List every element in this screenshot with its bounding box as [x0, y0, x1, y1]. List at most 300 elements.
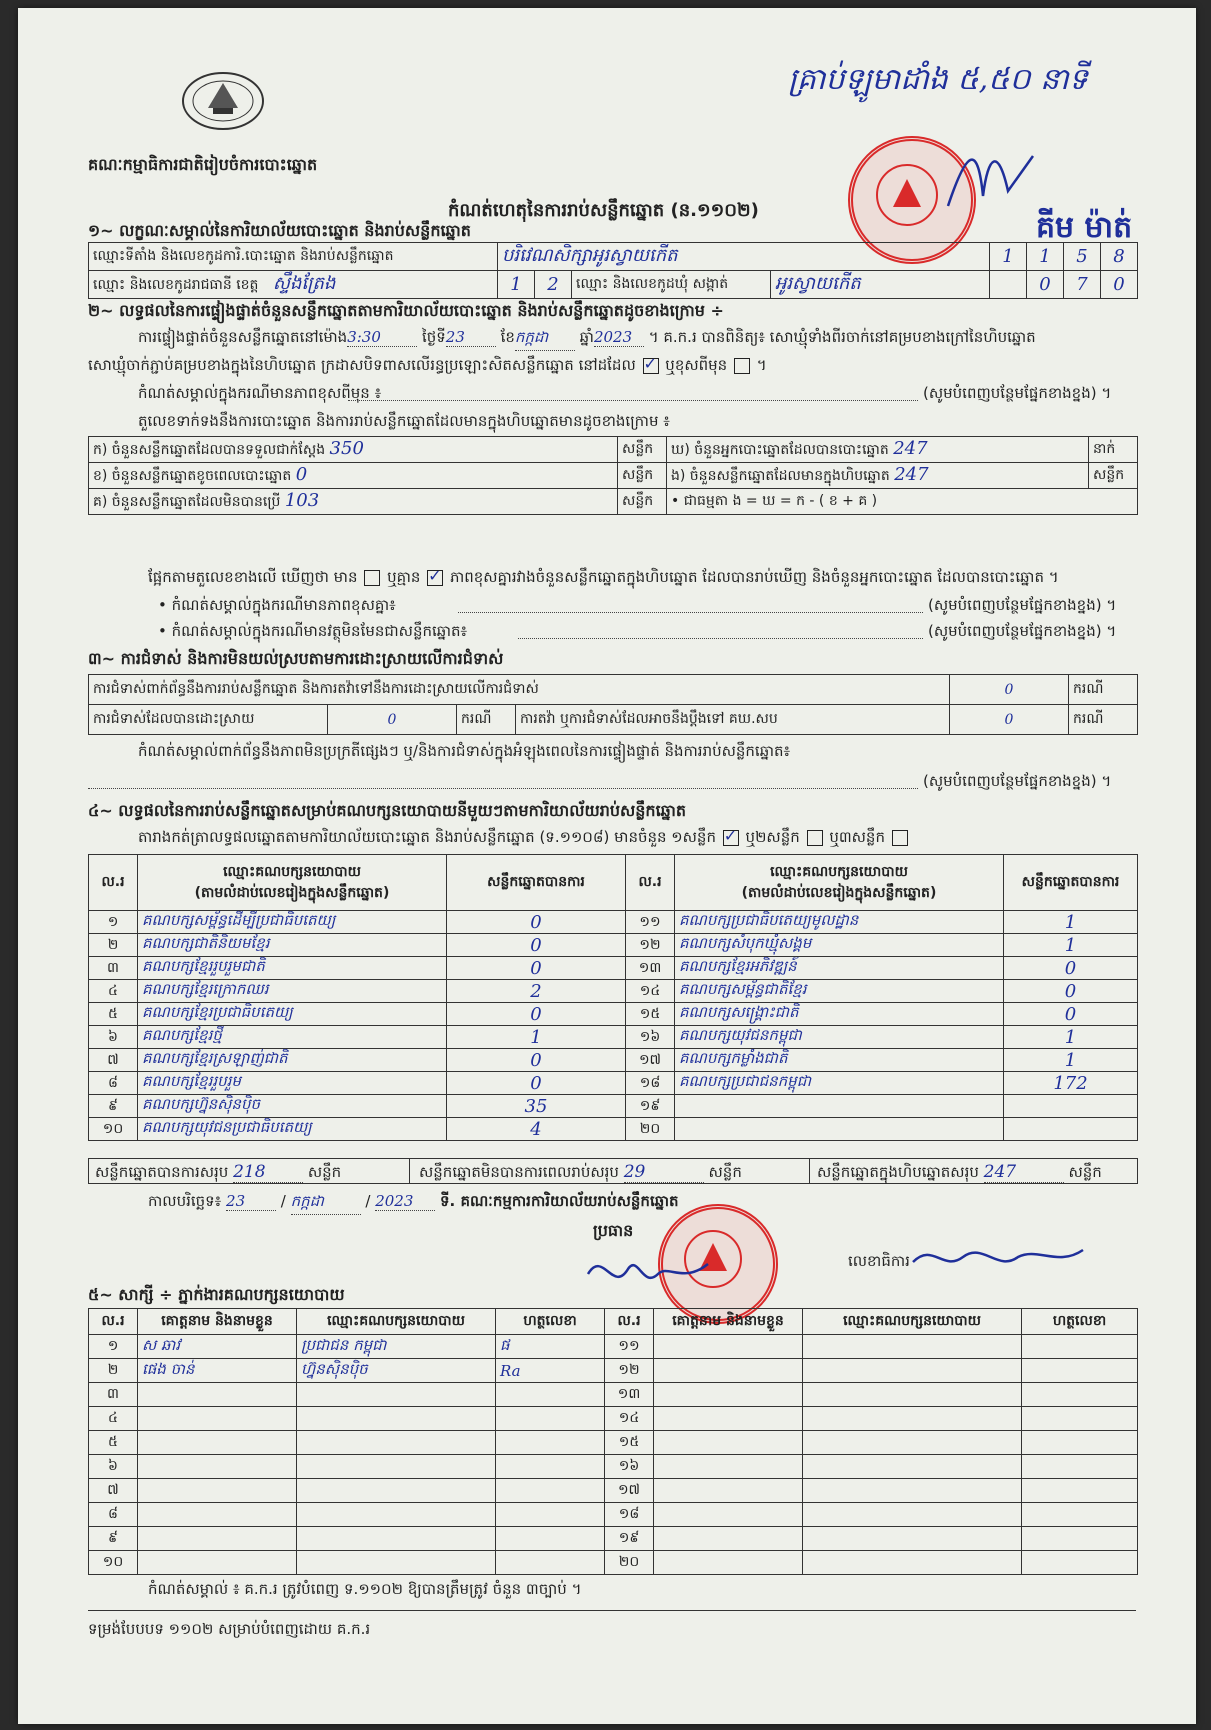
- witness-signature: [1022, 1335, 1138, 1359]
- col-no: ល.រ: [89, 1309, 138, 1335]
- witness-row: [89, 1455, 1138, 1479]
- witness-row: [89, 1503, 1138, 1527]
- verification-time: 3:30: [347, 328, 417, 347]
- result-party: គណបក្សខ្មែរស្រឡាញ់ជាតិ: [138, 1049, 447, 1072]
- result-no: ១៨: [626, 1072, 675, 1095]
- result-votes: 172: [1004, 1072, 1138, 1095]
- witness-party: [803, 1407, 1022, 1431]
- footer-form-ref: ទម្រង់បែបបទ ១១០២ សម្រាប់បំពេញដោយ គ.ក.រ: [88, 1620, 371, 1638]
- witness-party: [297, 1551, 496, 1575]
- results-row: [89, 1072, 1138, 1095]
- witness-signature: [496, 1407, 605, 1431]
- received-ballots-row: [89, 437, 618, 463]
- col-no: ល.រ: [626, 855, 675, 911]
- location-value: បរិវេណសិក្សាអូរស្វាយកើត: [498, 243, 990, 271]
- section1-table: [88, 242, 1138, 299]
- total-valid: [95, 1162, 341, 1185]
- witness-no: ៩: [89, 1527, 138, 1551]
- result-votes: 1: [1004, 934, 1138, 957]
- province-label: [89, 271, 498, 299]
- witness-party: [297, 1527, 496, 1551]
- two-sheets-label: ឬ២សន្លឹក: [745, 828, 800, 846]
- witness-no: ១៣: [605, 1383, 654, 1407]
- commune-code-digit: 0: [1101, 271, 1138, 299]
- witness-name: [654, 1455, 803, 1479]
- witness-name: ផេង ចាន់: [138, 1359, 297, 1383]
- unit: សន្លឹក: [1089, 463, 1138, 489]
- three-sheets-checkbox[interactable]: [892, 830, 908, 846]
- section3-title: ៣~ ការជំទាស់ និងការមិនយល់ស្របតាមការដោះស្រាយលើការជំទាស់: [88, 649, 504, 668]
- changed-label: ឬខុសពីមុន: [665, 356, 728, 374]
- unit: សន្លឹក: [1068, 1163, 1102, 1181]
- result-party: គណបក្សខ្មែរអភិវឌ្ឍន៍: [675, 957, 1004, 980]
- witness-party: [803, 1383, 1022, 1407]
- witness-no: ៤: [89, 1407, 138, 1431]
- totals-row: [88, 1158, 1138, 1184]
- col-party-sub: (តាមលំដាប់លេខរៀងក្នុងសន្លឹកឆ្នោត): [741, 884, 937, 901]
- total-box: [817, 1162, 1102, 1185]
- witness-party: [803, 1551, 1022, 1575]
- witness-party: [803, 1359, 1022, 1383]
- witness-no: ១០: [89, 1551, 138, 1575]
- result-votes: 4: [447, 1118, 626, 1141]
- unchanged-checkbox[interactable]: [643, 358, 659, 374]
- result-no: ១៣: [626, 957, 675, 980]
- total-valid-value: 218: [233, 1162, 303, 1183]
- witness-no: ២០: [605, 1551, 654, 1575]
- irregularities-note: កំណត់សម្គាល់ពាក់ព័ន្ធនឹងភាពមិនប្រក្រតីផ្សេងៗ ឬ/និងការជំទាស់ក្នុងអំឡុងពេលនៃការផ្ទៀងផ្ទាត់ និងការរាប់សន្លឹកឆ្នោត៖: [138, 742, 791, 760]
- secretary-signature: [908, 1232, 1088, 1282]
- witness-no: ១៤: [605, 1407, 654, 1431]
- fill-more-note: (សូមបំពេញបន្ថែមផ្នែកខាងខ្នង) ។: [928, 596, 1117, 614]
- commune-code-digit: 0: [1027, 271, 1064, 299]
- figures-table: [88, 436, 1138, 515]
- spoiled-ballots-value: 0: [295, 464, 308, 485]
- result-party: គណបក្សយុវជនកម្ពុជា: [675, 1026, 1004, 1049]
- date-label: កាលបរិច្ឆេទ៖: [148, 1192, 222, 1210]
- discrepancy-yes-checkbox[interactable]: [364, 570, 380, 586]
- form-sheet: [18, 8, 1196, 1724]
- result-party: គណបក្សហ្វ៊ុនស៊ិនប៉ិច: [138, 1095, 447, 1118]
- witness-party: [803, 1335, 1022, 1359]
- witness-signature: Ra: [496, 1359, 605, 1383]
- result-no: ១៥: [626, 1003, 675, 1026]
- result-no: ៧: [89, 1049, 138, 1072]
- col-votes: សន្លឹកឆ្នោតបានការ: [447, 855, 626, 911]
- witness-name: [138, 1551, 297, 1575]
- result-party: គណបក្សខ្មែរប្រជាធិបតេយ្យ: [138, 1003, 447, 1026]
- witness-no: ៥: [89, 1431, 138, 1455]
- results-row: [89, 1095, 1138, 1118]
- verification-day: 23: [446, 328, 496, 347]
- witness-name: [138, 1479, 297, 1503]
- witness-name: [654, 1551, 803, 1575]
- discrepancy-no-label: ឬគ្មាន: [387, 568, 421, 586]
- result-votes: 1: [1004, 1026, 1138, 1049]
- result-party: [675, 1118, 1004, 1141]
- witness-party: [297, 1503, 496, 1527]
- witness-name: [654, 1335, 803, 1359]
- case-unit: ករណី: [457, 705, 516, 735]
- date-day: 23: [226, 1192, 276, 1211]
- witness-signature: [1022, 1431, 1138, 1455]
- result-party: គណបក្សខ្មែរថ្មី: [138, 1026, 447, 1049]
- witness-signature: [1022, 1551, 1138, 1575]
- voters-value: 247: [893, 438, 928, 459]
- bullet-foreign-object: • កំណត់សម្គាល់ក្នុងករណីមានវត្ថុមិនមែនជាសន្លឹកឆ្នោត៖: [158, 622, 468, 640]
- result-votes: 0: [447, 911, 626, 934]
- difference-note-line: [348, 400, 918, 401]
- bullet-difference: • កំណត់សម្គាល់ក្នុងករណីមានភាពខុសគ្នា៖: [158, 596, 396, 614]
- verification-year: 2023: [594, 328, 644, 347]
- two-sheets-checkbox[interactable]: [807, 830, 823, 846]
- result-party: គណបក្សប្រជាជនកម្ពុជា: [675, 1072, 1004, 1095]
- verification-line-1: [138, 328, 1036, 351]
- witness-no: ១៩: [605, 1527, 654, 1551]
- unit: សន្លឹក: [618, 463, 667, 489]
- witness-signature: [496, 1383, 605, 1407]
- witness-signature: [1022, 1503, 1138, 1527]
- witness-name: [138, 1455, 297, 1479]
- witness-name: [138, 1527, 297, 1551]
- complaints-value: 0: [950, 675, 1069, 705]
- results-row: [89, 980, 1138, 1003]
- witness-name: [138, 1431, 297, 1455]
- box-ballots-value: 247: [894, 464, 929, 485]
- witness-signature: [1022, 1407, 1138, 1431]
- result-votes: 0: [1004, 957, 1138, 980]
- col-name: គោត្តនាម និងនាមខ្លួន: [138, 1309, 297, 1335]
- witness-table: [88, 1308, 1138, 1575]
- col-no: ល.រ: [89, 855, 138, 911]
- result-party: គណបក្សកម្លាំងជាតិ: [675, 1049, 1004, 1072]
- witness-signature: [1022, 1383, 1138, 1407]
- fill-more-note: (សូមបំពេញបន្ថែមផ្នែកខាងខ្នង) ។: [923, 772, 1112, 790]
- spoiled-ballots-row: [89, 463, 618, 489]
- result-votes: 0: [447, 934, 626, 957]
- line-end: ។: [756, 356, 767, 374]
- witness-signature: [1022, 1479, 1138, 1503]
- witness-signature: ផ: [496, 1335, 605, 1359]
- result-votes: 0: [447, 957, 626, 980]
- results-row: [89, 934, 1138, 957]
- witness-signature: [496, 1455, 605, 1479]
- result-votes: 2: [447, 980, 626, 1003]
- verification-month: កក្កដា: [515, 328, 575, 351]
- result-party: គណបក្សប្រជាធិបតេយ្យមូលដ្ឋាន: [675, 911, 1004, 934]
- resolved-value: 0: [328, 705, 457, 735]
- location-code-digit: 1: [990, 243, 1027, 271]
- committee-signature-title: ទី. គណៈកម្មការការិយាល័យរាប់សន្លឹកឆ្នោត: [440, 1192, 679, 1210]
- verification-day-label: ថ្ងៃទី: [421, 328, 446, 346]
- witness-no: ៣: [89, 1383, 138, 1407]
- box-ballots-row: [667, 463, 1089, 489]
- witness-no: ៨: [89, 1503, 138, 1527]
- witness-name: [654, 1359, 803, 1383]
- witness-signature: [496, 1551, 605, 1575]
- witness-name: [654, 1407, 803, 1431]
- chair-signature: [583, 1244, 713, 1304]
- result-party: គណបក្សខ្មែររួបរួមជាតិ: [138, 957, 447, 980]
- witness-name: [654, 1431, 803, 1455]
- witness-party: ហ្វ៊ុនស៊ិនប៉ិច: [297, 1359, 496, 1383]
- result-party: គណបក្សសម្ព័ន្ធដើម្បីប្រជាធិបតេយ្យ: [138, 911, 447, 934]
- total-invalid-value: 29: [624, 1162, 704, 1183]
- result-party: គណបក្សខ្មែររួបរួម: [138, 1072, 447, 1095]
- result-no: ១៦: [626, 1026, 675, 1049]
- complaints-table: [88, 674, 1138, 735]
- result-no: ៨: [89, 1072, 138, 1095]
- witness-signature: [1022, 1527, 1138, 1551]
- witness-row: [89, 1431, 1138, 1455]
- result-no: ២០: [626, 1118, 675, 1141]
- section4-title: ៤~ លទ្ធផលនៃការរាប់សន្លឹកឆ្នោតសម្រាប់គណបក្សនយោបាយនីមួយៗតាមការិយាល័យរាប់សន្លឹកឆ្នោត: [88, 801, 687, 820]
- witness-row: [89, 1407, 1138, 1431]
- results-row: [89, 1049, 1138, 1072]
- witness-signature: [496, 1527, 605, 1551]
- three-sheets-label: ឬ៣សន្លឹក: [829, 828, 885, 846]
- results-row: [89, 1026, 1138, 1049]
- province-value: ស្ទឹងត្រែង: [272, 273, 336, 294]
- results-row: [89, 1003, 1138, 1026]
- result-party: គណបក្សខ្មែរក្រោកឈរ: [138, 980, 447, 1003]
- result-party: គណបក្សជាតិនិយមខ្មែរ: [138, 934, 447, 957]
- result-party: គណបក្សសង្គ្រោះជាតិ: [675, 1003, 1004, 1026]
- result-votes: 0: [1004, 980, 1138, 1003]
- footer-note: កំណត់សម្គាល់ ៖ គ.ក.រ ត្រូវបំពេញ ទ.១១០២ ឱ្យបានត្រឹមត្រូវ ចំនួន ៣ច្បាប់ ។: [148, 1580, 582, 1598]
- witness-party: [803, 1455, 1022, 1479]
- result-no: ១: [89, 911, 138, 934]
- bullet-foreign-line: [518, 638, 923, 639]
- total-box-value: 247: [984, 1162, 1064, 1183]
- witness-name: [654, 1503, 803, 1527]
- witness-row: [89, 1383, 1138, 1407]
- witness-party: [297, 1455, 496, 1479]
- signer-name: គីម ម៉ាត់: [1036, 210, 1133, 245]
- col-party: [675, 855, 1004, 911]
- witness-no: ១៦: [605, 1455, 654, 1479]
- unit: សន្លឹក: [307, 1163, 342, 1181]
- witness-party: ប្រជាជន កម្ពុជា: [297, 1335, 496, 1359]
- witness-signature: [496, 1503, 605, 1527]
- result-party: គណបក្សសម្ព័ន្ធជាតិខ្មែរ: [675, 980, 1004, 1003]
- result-votes: 0: [1004, 1003, 1138, 1026]
- witness-party: [297, 1383, 496, 1407]
- witness-row: [89, 1335, 1138, 1359]
- verification-month-label: ខែ: [500, 328, 515, 346]
- location-code-digit: 5: [1064, 243, 1101, 271]
- bullet-difference-line: [458, 612, 923, 613]
- unit: សន្លឹក: [618, 437, 667, 463]
- total-valid-label: សន្លឹកឆ្នោតបានការសរុប: [95, 1163, 229, 1181]
- verification-time-label: ការផ្ទៀងផ្ទាត់ចំនួនសន្លឹកឆ្នោតនៅម៉ោង: [138, 328, 348, 346]
- discrepancy-line: [148, 568, 1059, 590]
- witness-name: [138, 1503, 297, 1527]
- witness-signature: [1022, 1359, 1138, 1383]
- received-ballots-label: ក) ចំនួនសន្លឹកឆ្នោតដែលបានទទួលជាក់ស្តែង: [93, 442, 326, 458]
- result-no: ៣: [89, 957, 138, 980]
- box-ballots-label: ង) ចំនួនសន្លឹកឆ្នោតដែលមានក្នុងហិបឆ្នោត: [671, 468, 890, 484]
- col-name: គោត្តនាម និងនាមខ្លួន: [654, 1309, 803, 1335]
- committee-name: គណៈកម្មាធិការជាតិរៀបចំការបោះឆ្នោត: [88, 155, 318, 174]
- case-unit: ករណី: [1069, 675, 1138, 705]
- col-party-title: ឈ្មោះគណបក្សនយោបាយ: [770, 863, 908, 880]
- result-no: ១៤: [626, 980, 675, 1003]
- result-no: ៦: [89, 1026, 138, 1049]
- witness-party: [803, 1431, 1022, 1455]
- commune-code-digit: 7: [1064, 271, 1101, 299]
- appeal-value: 0: [950, 705, 1069, 735]
- col-party: [138, 855, 447, 911]
- received-ballots-value: 350: [329, 438, 364, 459]
- unused-ballots-row: [89, 489, 618, 515]
- fill-more-note: (សូមបំពេញបន្ថែមផ្នែកខាងខ្នង) ។: [928, 622, 1117, 640]
- witness-no: ៧: [89, 1479, 138, 1503]
- changed-checkbox[interactable]: [734, 358, 750, 374]
- witness-party: [297, 1431, 496, 1455]
- date-line: កាលបរិច្ឆេទ៖ 23 / កក្កដា / 2023 ទី. គណៈកម្មការការិយាល័យរាប់សន្លឹកឆ្នោត: [148, 1192, 679, 1215]
- witness-row: [89, 1479, 1138, 1503]
- results-table: [88, 854, 1138, 1141]
- result-party: [675, 1095, 1004, 1118]
- figures-intro: តួលេខទាក់ទងនឹងការបោះឆ្នោត និងការរាប់សន្លឹកឆ្នោតដែលមានក្នុងហិបឆ្នោតមានដូចខាងក្រោម ៖: [138, 412, 670, 430]
- unit: នាក់: [1089, 437, 1138, 463]
- witness-party: [803, 1479, 1022, 1503]
- appeal-label: ការតវ៉ា ឬការជំទាស់ដែលអាចនឹងប្តឹងទៅ គឃ.សប: [516, 705, 950, 735]
- handwritten-top-note: គ្រាប់ឡូមាដាំង ៥,៥០ នាទី: [788, 62, 1088, 97]
- province-code-digit: 1: [498, 271, 535, 299]
- witness-row: [89, 1359, 1138, 1383]
- result-no: ៩: [89, 1095, 138, 1118]
- committee-emblem-icon: [178, 68, 268, 134]
- formula: • ជាធម្មតា ង = ឃ = ក - ( ខ + គ ): [667, 489, 1138, 515]
- result-no: ១២: [626, 934, 675, 957]
- witness-name: [654, 1527, 803, 1551]
- form-title: កំណត់ហេតុនៃការរាប់សន្លឹកឆ្នោត (ន.១១០២): [448, 200, 759, 221]
- witness-name: ស ឆាវ: [138, 1335, 297, 1359]
- fill-more-note: (សូមបំពេញបន្ថែមផ្នែកខាងខ្នង) ។: [923, 384, 1112, 402]
- result-no: ៥: [89, 1003, 138, 1026]
- irregularities-line: [88, 788, 918, 789]
- witness-no: ១៧: [605, 1479, 654, 1503]
- witness-party: [803, 1503, 1022, 1527]
- results-row: [89, 957, 1138, 980]
- result-party: គណបក្សយុវជនប្រជាធិបតេយ្យ: [138, 1118, 447, 1141]
- result-votes: 1: [447, 1026, 626, 1049]
- witness-no: ១១: [605, 1335, 654, 1359]
- witness-row: [89, 1551, 1138, 1575]
- chair-signature-top: [938, 136, 1038, 226]
- footer-divider: [88, 1610, 1136, 1611]
- unit: សន្លឹក: [618, 489, 667, 515]
- commune-label: ឈ្មោះ និងលេខកូដឃុំ សង្កាត់: [572, 271, 771, 299]
- spoiled-ballots-label: ខ) ចំនួនសន្លឹកឆ្នោតខូចពេលបោះឆ្នោត: [93, 468, 292, 484]
- location-code-digit: 8: [1101, 243, 1138, 271]
- result-votes: 1: [1004, 1049, 1138, 1072]
- verification-year-label: ឆ្នាំ: [579, 328, 594, 346]
- total-invalid-label: សន្លឹកឆ្នោតមិនបានការពេលរាប់សរុប: [419, 1163, 619, 1181]
- witness-row: [89, 1527, 1138, 1551]
- secretary-label: លេខាធិការ: [848, 1252, 910, 1270]
- witness-party: [297, 1479, 496, 1503]
- results-row: [89, 1118, 1138, 1141]
- discrepancy-text: ភាពខុសគ្នារវាងចំនួនសន្លឹកឆ្នោតក្នុងហិបឆ្នោត ដែលបានរាប់ឃើញ និងចំនួនអ្នកបោះឆ្នោត ដែលបានបោះឆ្នោត ។: [449, 568, 1059, 586]
- witness-no: ៦: [89, 1455, 138, 1479]
- verification-line-2: [88, 356, 767, 378]
- date-month: កក្កដា: [291, 1192, 361, 1215]
- witness-no: ១៨: [605, 1503, 654, 1527]
- result-party: គណបក្សសំបុកឃ្មុំសង្គម: [675, 934, 1004, 957]
- col-party-title: ឈ្មោះគណបក្សនយោបាយ: [223, 863, 361, 880]
- witness-name: [654, 1479, 803, 1503]
- col-party-sub: (តាមលំដាប់លេខរៀងក្នុងសន្លឹកឆ្នោត): [194, 884, 390, 901]
- result-votes: [1004, 1095, 1138, 1118]
- result-votes: 35: [447, 1095, 626, 1118]
- witness-no: ១៥: [605, 1431, 654, 1455]
- unused-ballots-label: គ) ចំនួនសន្លឹកឆ្នោតដែលមិនបានប្រើ: [93, 494, 281, 510]
- commune-value: អូរស្វាយកើត: [771, 271, 990, 299]
- total-invalid: [419, 1162, 742, 1185]
- complaints-label: ការជំទាស់ពាក់ព័ន្ធនឹងការរាប់សន្លឹកឆ្នោត និងការតវ៉ាទៅនឹងការដោះស្រាយលើការជំទាស់: [89, 675, 950, 705]
- tally-sheets-text: តារាងកត់ត្រាលទ្ធផលឆ្នោតតាមការិយាល័យបោះឆ្នោត និងរាប់សន្លឹកឆ្នោត (ទ.១១០៨) មានចំនួន ១សន្លឹក: [138, 828, 716, 846]
- seal-status-text: សោឃ្មុំចាក់ភ្ជាប់គម្របខាងក្នុងនៃហិបឆ្នោត ក្រដាសបិទពាសលើរន្ធប្រឡោះសិតសន្លឹកឆ្នោត នៅដដែល: [88, 356, 636, 374]
- col-sign: ហត្ថលេខា: [1022, 1309, 1138, 1335]
- province-label-text: ឈ្មោះ និងលេខកូដរាជធានី ខេត្ត: [93, 277, 259, 293]
- section5-title: ៥~ សាក្សី ÷ ភ្នាក់ងារគណបក្សនយោបាយ: [88, 1285, 345, 1304]
- section2-title: ២~ លទ្ធផលនៃការផ្ទៀងផ្ទាត់ចំនួនសន្លឹកឆ្នោតតាមការិយាល័យបោះឆ្នោត និងរាប់សន្លឹកឆ្នោតដូចខាងក្រោម ÷: [88, 301, 724, 320]
- witness-signature: [496, 1479, 605, 1503]
- section1-title: ១~ លក្ខណៈសម្គាល់នៃការិយាល័យបោះឆ្នោត និងរាប់សន្លឹកឆ្នោត: [88, 221, 471, 240]
- witness-party: [803, 1527, 1022, 1551]
- chair-label: ប្រធាន: [593, 1221, 634, 1240]
- witness-no: ១: [89, 1335, 138, 1359]
- location-label: ឈ្មោះទីតាំង និងលេខកូដការិ.បោះឆ្នោត និងរាប់សន្លឹកឆ្នោត: [89, 243, 498, 271]
- results-row: [89, 911, 1138, 934]
- witness-party: [297, 1407, 496, 1431]
- result-votes: 1: [1004, 911, 1138, 934]
- result-no: ៤: [89, 980, 138, 1003]
- result-no: ១៩: [626, 1095, 675, 1118]
- location-code-digit: 1: [1027, 243, 1064, 271]
- case-unit: ករណី: [1069, 705, 1138, 735]
- result-no: ២: [89, 934, 138, 957]
- result-no: ១១: [626, 911, 675, 934]
- tally-sheets-line: [138, 828, 910, 850]
- col-no: ល.រ: [605, 1309, 654, 1335]
- difference-note-label: កំណត់សម្គាល់ក្នុងករណីមានភាពខុសពីមុន ៖: [138, 384, 382, 402]
- result-no: ១៧: [626, 1049, 675, 1072]
- witness-name: [654, 1383, 803, 1407]
- discrepancy-no-checkbox[interactable]: [427, 570, 443, 586]
- col-sign: ហត្ថលេខា: [496, 1309, 605, 1335]
- one-sheet-checkbox[interactable]: [723, 830, 739, 846]
- result-votes: [1004, 1118, 1138, 1141]
- province-code-digit: 2: [535, 271, 572, 299]
- date-year: 2023: [375, 1192, 435, 1211]
- witness-name: [138, 1407, 297, 1431]
- witness-signature: [496, 1431, 605, 1455]
- unit: សន្លឹក: [708, 1163, 742, 1181]
- total-box-label: សន្លឹកឆ្នោតក្នុងហិបឆ្នោតសរុប: [817, 1163, 979, 1181]
- witness-name: [138, 1383, 297, 1407]
- result-votes: 0: [447, 1072, 626, 1095]
- unused-ballots-value: 103: [284, 490, 320, 511]
- witness-no: ១២: [605, 1359, 654, 1383]
- witness-no: ២: [89, 1359, 138, 1383]
- result-votes: 0: [447, 1003, 626, 1026]
- voters-label: ឃ) ចំនួនអ្នកបោះឆ្នោតដែលបានបោះឆ្នោត: [671, 442, 889, 458]
- verification-text: ។ គ.ក.រ បានពិនិត្យ៖ សោឃ្មុំទាំងពីរចាក់នៅគម្របខាងក្រៅនៃហិបឆ្នោត: [648, 328, 1036, 346]
